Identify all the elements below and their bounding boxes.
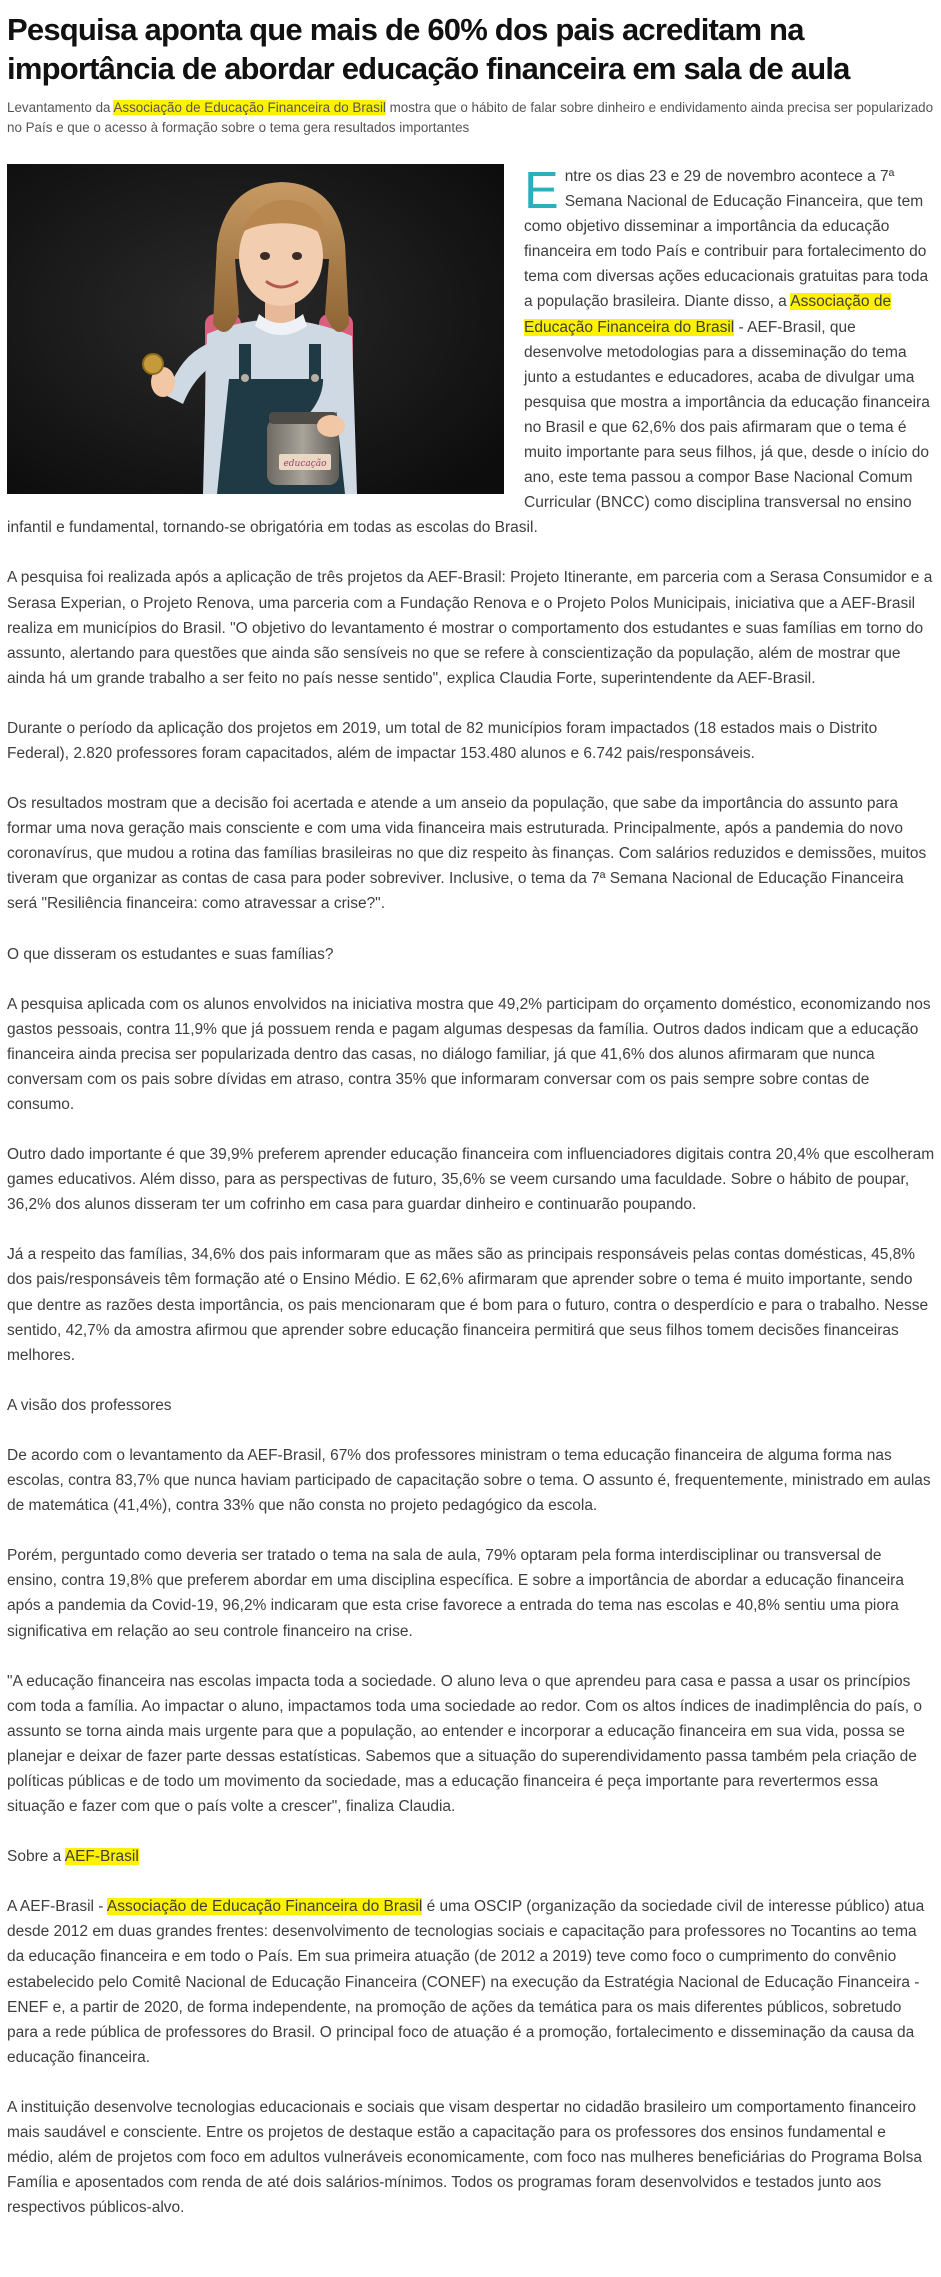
article-title: Pesquisa aponta que mais de 60% dos pais acreditam na importância de abordar educação financeira em sala de aula (7, 12, 850, 86)
about-text-after: é uma OSCIP (organização da sociedade civil de interesse público) atua desde 2012 em duas grandes frentes: desenvolvimento de tecnologias sociais e capacitação para professores no Tocantins ao tema da educação financeira e em todo o País. Em sua primeira atuação (de 2012 a 2019) teve como foco o cumprimento do convênio estabelecido pelo Comitê Nacional de Educação Financeira (CONEF) na execução da Estratégia Nacional de Educação Financeira - ENEF e, a partir de 2020, de forma independente, na promoção de ações da temática para os mais diferentes públicos, sobretudo para a rede pública de professores do Brasil. O principal foco de atuação é a promoção, fortalecimento e disseminação da causa da educação financeira. (7, 1898, 925, 2066)
subheading-teachers: A visão dos professores (7, 1396, 172, 1414)
jar-label: educação (283, 459, 327, 469)
body-paragraph-8: Porém, perguntado como deveria ser tratado o tema na sala de aula, 79% optaram pela forma interdisciplinar ou transversal de ensino, contra 19,8% que preferem abordar em uma disciplina específica. E sobre a importância de abordar a educação financeira após a pandemia da Covid-19, 96,2% indicaram que esta crise favorece a entrada do tema nas escolas e 40,8% sentiu uma piora significativa em relação ao seu controle financeiro na crise. (7, 1547, 904, 1640)
about-paragraph-1 (7, 1894, 935, 2070)
body-paragraph-3: Os resultados mostram que a decisão foi acertada e atende a um anseio da população, que sabe da importância do assunto para formar uma nova geração mais consciente e com uma vida financeira mais estruturada. Principalmente, após a pandemia do novo coronavírus, que mudou a rotina das famílias brasileiras no que diz respeito às finanças. Com salários reduzidos e demissões, muitos tiveram que organizar as contas de casa para poder sobreviver. Inclusive, o tema da 7ª Semana Nacional de Educação Financeira será "Resiliência financeira: como atravessar a crise?". (7, 795, 927, 913)
about-heading-text: Sobre a (7, 1848, 65, 1866)
body-paragraph-2: Durante o período da aplicação dos projetos em 2019, um total de 82 municípios foram impactados (18 estados mais o Distrito Federal), 2.820 professores foram capacitados, além de impactar 153.480 alunos e 6.742 pais/responsáveis. (7, 719, 878, 762)
intro-text-1: ntre os dias 23 e 29 de novembro acontece a 7ª Semana Nacional de Educação Financeira, que tem como objetivo disseminar a importância da educação financeira em todo País e contribuir para fortalecimento do tema com diversas ações educacionais gratuitas para toda a população brasileira. Diante disso, a (524, 168, 929, 311)
about-paragraph-2: A instituição desenvolve tecnologias educacionais e sociais que visam despertar no cidadão brasileiro um comportamento financeiro mais saudável e consciente. Entre os projetos de destaque estão a capacitação para os professores dos ensinos fundamental e médio, além de projetos com foco em adultos vulneráveis economicamente, com foco nas mulheres beneficiárias do Programa Bolsa Família e aposentados com renda de até dois salários-mínimos. Todos os programas foram desenvolvidos e testados junto aos respectivos públicos-alvo. (7, 2098, 922, 2217)
article-body (7, 164, 935, 2220)
about-text-before: A AEF-Brasil - (7, 1898, 107, 1916)
body-paragraph-7: De acordo com o levantamento da AEF-Brasil, 67% dos professores ministram o tema educação financeira de alguma forma nas escolas, contra 83,7% que nunca haviam participado de capacitação sobre o tema. O assunto é, frequentemente, ministrado em aulas de matemática (41,4%), contra 33% que não consta no projeto pedagógico da escola. (7, 1446, 931, 1515)
article-lead (7, 98, 935, 137)
dropcap-letter: E (524, 162, 559, 220)
lead-text-before: Levantamento da (7, 100, 114, 115)
about-highlight-link[interactable]: Associação de Educação Financeira do Brasil (106, 1898, 423, 1916)
subheading-students: O que disseram os estudantes e suas famílias? (7, 945, 334, 963)
intro-highlight-link[interactable]: Associação de Educação Financeira do Brasil (524, 293, 892, 336)
article-photo-girl-with-coin-jar (7, 164, 504, 494)
intro-text-2: - AEF-Brasil, que desenvolve metodologias para a disseminação do tema junto a estudantes e educadores, acaba de divulgar uma pesquisa que mostra a importância da educação financeira no Brasil e que 62,6% dos pais afirmaram que o tema é muito importante para seus filhos, já que, desde o início do ano, este tema passou a compor Base Nacional Comum Curricular (BNCC) como disciplina transversal no ensino infantil e fundamental, tornando-se obrigatória em todas as escolas do Brasil. (7, 318, 930, 537)
about-heading-highlight-link[interactable]: AEF-Brasil (64, 1848, 139, 1866)
body-paragraph-5: Outro dado importante é que 39,9% preferem aprender educação financeira com influenciadores digitais contra 20,4% que escolheram games educativos. Além disso, para as perspectivas de futuro, 35,6% se veem cursando uma faculdade. Sobre o hábito de poupar, 36,2% dos alunos disseram ter um cofrinho em casa para guardar dinheiro e continuarão poupando. (7, 1146, 935, 1214)
subheading-about (7, 1844, 935, 1869)
body-paragraph-quote: "A educação financeira nas escolas impacta toda a sociedade. O aluno leva o que aprendeu para casa e passa a usar os princípios com toda a família. Ao impactar o aluno, impactamos toda uma sociedade ao redor. Com os altos índices de inadimplência do país, o assunto se torna ainda mais urgente para que a população, ao entender e incorporar a educação financeira em sua vida, possa se planejar e deixar de fazer parte dessas estatísticas. Sabemos que a situação do superendividamento passa também pela criação de políticas públicas e de todo um movimento da sociedade, mas a educação financeira é peça importante para revertermos essa situação e fazer com que o país volte a crescer", finaliza Claudia. (7, 1672, 923, 1816)
body-paragraph-1: A pesquisa foi realizada após a aplicação de três projetos da AEF-Brasil: Projeto Itinerante, em parceria com a Serasa Consumidor e a Serasa Experian, o Projeto Renova, uma parceria com a Fundação Renova e o Projeto Polos Municipais, iniciativa que a AEF-Brasil realiza em municípios do Brasil. "O objetivo do levantamento é mostrar o comportamento dos estudantes e suas famílias em torno do assunto, alertando para questões que ainda são sensíveis no que se refere à conscientização da população, além de mostrar que ainda há um grande trabalho a ser feito no país nesse sentido", explica Claudia Forte, superintendente da AEF-Brasil. (7, 569, 933, 687)
lead-text-after: mostra que o hábito de falar sobre dinheiro e endividamento ainda precisa ser popularizado no País e que o acesso à formação sobre o tema gera resultados importantes (7, 100, 934, 135)
lead-highlight-link[interactable]: Associação de Educação Financeira do Brasil (113, 100, 386, 115)
body-paragraph-4: A pesquisa aplicada com os alunos envolvidos na iniciativa mostra que 49,2% participam do orçamento doméstico, economizando nos gastos pessoais, contra 11,9% que já possuem renda e pagam algumas despesas da família. Outros dados indicam que a educação financeira ainda precisa ser popularizada dentro das casas, no diálogo familiar, já que 41,6% dos alunos afirmaram que nunca conversam com os pais sobre dívidas em atraso, contra 35% que informaram conversar com os pais sempre sobre contas de consumo. (7, 995, 931, 1113)
body-paragraph-6: Já a respeito das famílias, 34,6% dos pais informaram que as mães são as principais responsáveis pelas contas domésticas, 45,8% dos pais/responsáveis têm formação até o Ensino Médio. E 62,6% afirmaram que aprender sobre o tema é muito importante, sendo que dentre as razões desta importância, os pais mencionaram que é bom para o futuro, contra o desperdício e para o trabalho. Nesse sentido, 42,7% da amostra afirmou que aprender sobre educação financeira permitirá que seus filhos tomem decisões financeiras melhores. (7, 1246, 929, 1364)
